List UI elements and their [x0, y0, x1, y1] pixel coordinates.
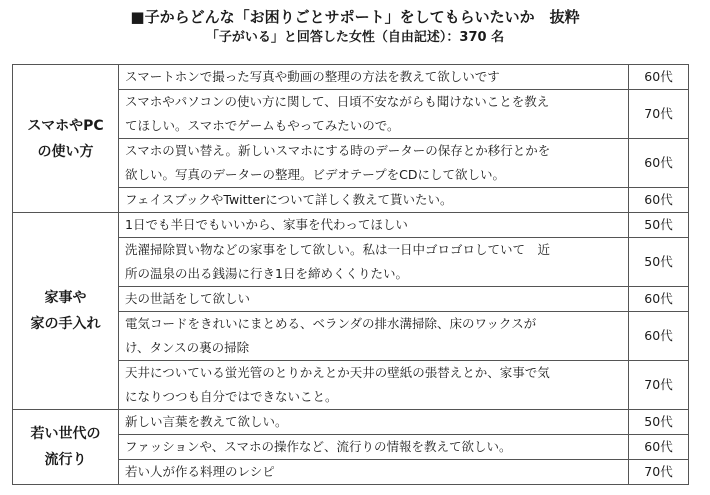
response-text: スマホの買い替え。新しいスマホにする時のデーターの保存とか移行とかを: [125, 143, 551, 158]
response-text: スマホやパソコンの使い方に関して、日頃不安ながらも聞けないことを教え: [125, 94, 550, 109]
response-cell: [119, 188, 629, 213]
age-cell: 60代: [629, 65, 689, 90]
table-row: [13, 213, 689, 238]
response-text: スマートホンで撮った写真や動画の整理の方法を教えて欲しいです: [125, 69, 500, 84]
category-label: の使い方: [37, 143, 94, 160]
response-cell: [119, 435, 629, 460]
response-text: け、タンスの裏の掃除: [125, 340, 250, 355]
response-cell: [119, 90, 629, 139]
response-text: フェイスブックやTwitterについて詳しく教えて貰いたい。: [125, 192, 453, 207]
response-text: てほしい。スマホでゲームもやってみたいので。: [125, 118, 400, 133]
age-cell: 50代: [629, 238, 689, 287]
response-cell: [119, 460, 629, 485]
response-cell: [119, 238, 629, 287]
response-text: 夫の世話をして欲しい: [125, 291, 251, 306]
response-text: になりつつも自分ではできないこと。: [125, 389, 338, 404]
age-cell: 60代: [629, 188, 689, 213]
response-cell: [119, 410, 629, 435]
response-text: 電気コードをきれいにまとめる、ベランダの排水溝掃除、床のワックスが: [125, 316, 537, 331]
response-cell: [119, 361, 629, 410]
response-text: 所の温泉の出る銭湯に行き1日を締めくくりたい。: [125, 266, 408, 281]
table-row: [13, 65, 689, 90]
response-cell: [119, 312, 629, 361]
age-cell: 50代: [629, 410, 689, 435]
page-title: ■子からどんな「お困りごとサポート」をしてもらいたいか 抜粋: [130, 8, 580, 26]
category-cell-housework: [13, 213, 119, 410]
table-row: [13, 410, 689, 435]
category-label: 家事や: [44, 290, 87, 306]
response-cell: [119, 213, 629, 238]
response-cell: [119, 139, 629, 188]
age-cell: 50代: [629, 213, 689, 238]
category-label: スマホやPC: [27, 117, 104, 134]
response-text: ファッションや、スマホの操作など、流行りの情報を教えて欲しい。: [125, 439, 512, 454]
response-cell: [119, 287, 629, 312]
category-cell-smartphone-pc: [13, 65, 119, 213]
age-cell: 60代: [629, 312, 689, 361]
response-text: 若い人が作る料理のレシピ: [125, 464, 275, 479]
category-cell-youth-trends: [13, 410, 119, 485]
age-cell: 70代: [629, 90, 689, 139]
response-text: 欲しい。写真のデーターの整理。ビデオテープをCDにして欲しい。: [125, 167, 505, 182]
age-cell: 70代: [629, 460, 689, 485]
response-text: 洗濯掃除買い物などの家事をして欲しい。私は一日中ゴロゴロしていて 近: [125, 242, 551, 257]
category-label: 家の手入れ: [30, 316, 101, 332]
response-cell: [119, 65, 629, 90]
age-cell: 60代: [629, 435, 689, 460]
age-cell: 60代: [629, 139, 689, 188]
category-label: 若い世代の: [30, 426, 101, 442]
age-cell: 70代: [629, 361, 689, 410]
survey-table: [12, 64, 689, 485]
age-cell: 60代: [629, 287, 689, 312]
category-label: 流行り: [44, 452, 87, 468]
response-text: 天井についている蛍光管のとりかえとか天井の壁紙の張替えとか、家事で気: [125, 365, 550, 380]
page-subtitle: 「子がいる」と回答した女性（自由記述）：370 名: [205, 30, 505, 45]
response-text: 新しい言葉を教えて欲しい。: [125, 414, 288, 429]
response-text: 1日でも半日でもいいから、家事を代わってほしい: [125, 217, 408, 232]
